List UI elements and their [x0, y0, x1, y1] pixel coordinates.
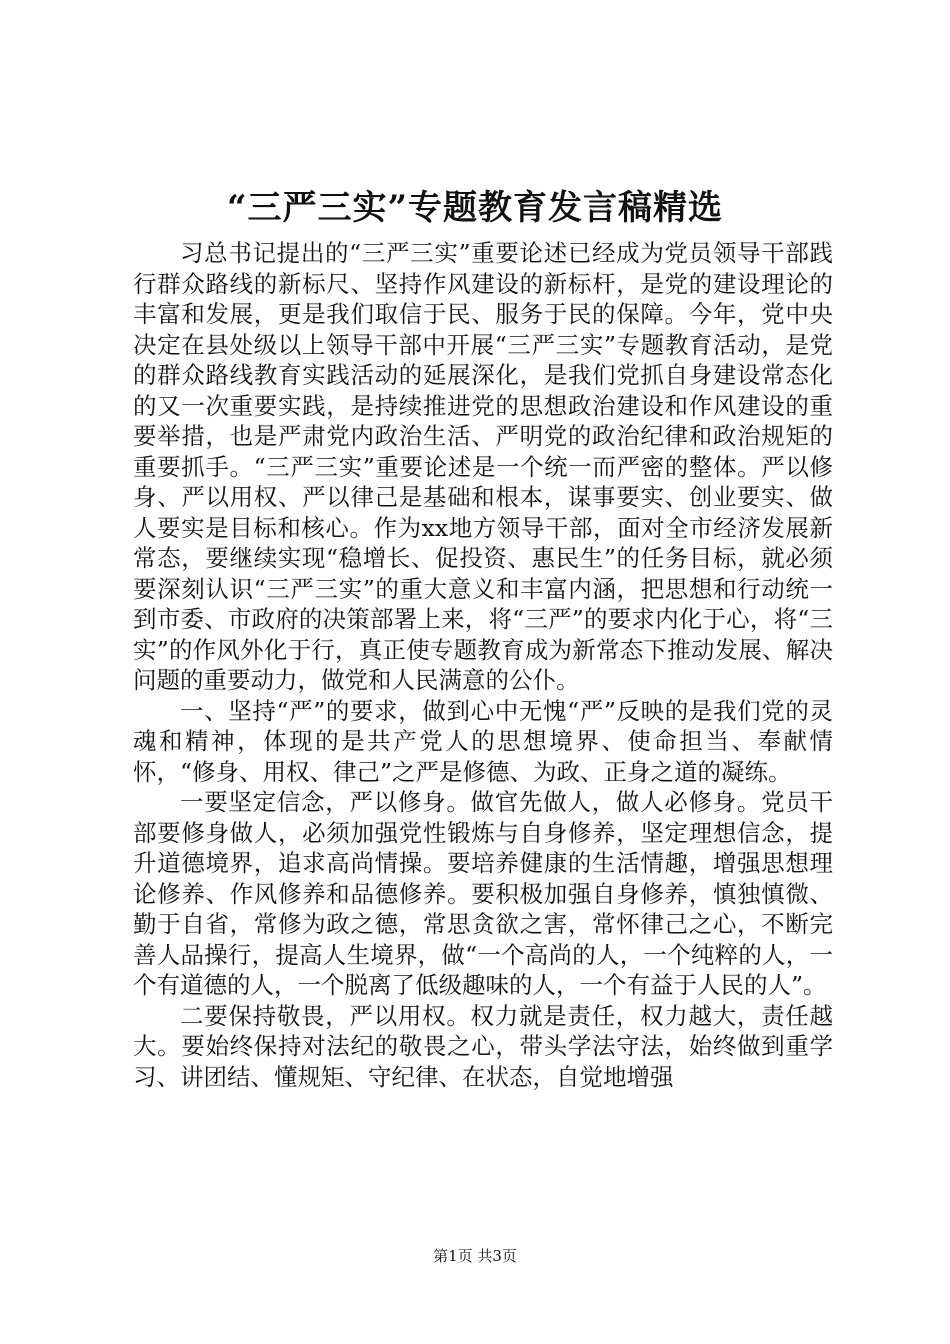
- document-body: [133, 238, 833, 1092]
- paragraph: 一、坚持“严”的要求，做到心中无愧“严”反映的是我们党的灵魂和精神，体现的是共产党人的思想境界、使命担当、奉献情怀，“修身、用权、律己”之严是修德、为政、正身之道的凝练。: [133, 696, 833, 786]
- page-title: “三严三实”专题教育发言稿精选: [226, 188, 724, 228]
- page-number-footer: 第1页 共3页: [433, 1247, 517, 1265]
- paragraph: 二要保持敬畏，严以用权。权力就是责任，权力越大，责任越大。要始终保持对法纪的敬畏之心，带头学法守法，始终做到重学习、讲团结、懂规矩、守纪律、在状态，自觉地增强: [133, 1001, 833, 1091]
- paragraph: 习总书记提出的“三严三实”重要论述已经成为党员领导干部践行群众路线的新标尺、坚持作风建设的新标杆，是党的建设理论的丰富和发展，更是我们取信于民、服务于民的保障。今年，党中央决定在县处级以上领导干部中开展“三严三实”专题教育活动，是党的群众路线教育实践活动的延展深化，是我们党抓自身建设常态化的又一次重要实践，是持续推进党的思想政治建设和作风建设的重要举措，也是严肃党内政治生活、严明党的政治纪律和政治规矩的重要抓手。“三严三实”重要论述是一个统一而严密的整体。严以修身、严以用权、严以律己是基础和根本，谋事要实、创业要实、做人要实是目标和核心。作为xx地方领导干部，面对全市经济发展新常态，要继续实现“稳增长、促投资、惠民生”的任务目标，就必须要深刻认识“三严三实”的重大意义和丰富内涵，把思想和行动统一到市委、市政府的决策部署上来，将“三严”的要求内化于心，将“三实”的作风外化于行，真正使专题教育成为新常态下推动发展、解决问题的重要动力，做党和人民满意的公仆。: [133, 239, 833, 694]
- paragraph: 一要坚定信念，严以修身。做官先做人，做人必修身。党员干部要修身做人，必须加强党性锻炼与自身修养，坚定理想信念，提升道德境界，追求高尚情操。要培养健康的生活情趣，增强思想理论修养、作风修养和品德修养。要积极加强自身修养，慎独慎微、勤于自省，常修为政之德，常思贪欲之害，常怀律己之心，不断完善人品操行，提高人生境界，做“一个高尚的人，一个纯粹的人，一个有道德的人，一个脱离了低级趣味的人，一个有益于人民的人”。: [133, 788, 833, 999]
